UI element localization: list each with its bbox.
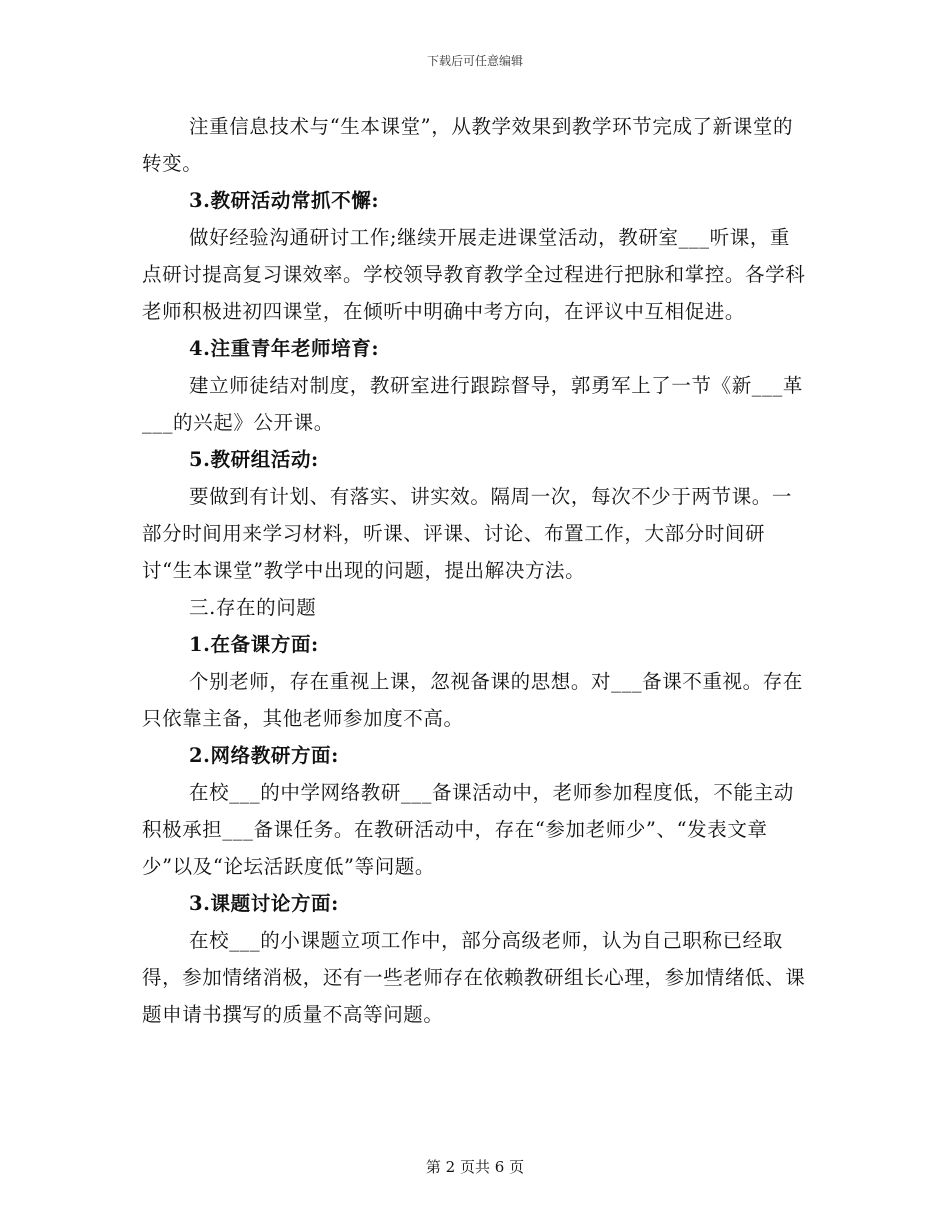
section-title-problems: 三.存在的问题	[189, 596, 317, 619]
heading-young-teachers: 4.注重青年老师培育:	[189, 337, 380, 360]
paragraph-group-activities: 要做到有计划、有落实、讲实效。隔周一次，每次不少于两节课。一部分时间用来学习材料，听课、评课、讨论、布置工作，大部分时间研讨“生本课堂”教学中出现的问题，提出解决方法。	[142, 485, 793, 582]
paragraph-topic-discussion: 在校___的小课题立项工作中，部分高级老师，认为自己职称已经取得，参加情绪消极，还有一些老师存在依赖教研组长心理，参加情绪低、课题申请书撰写的质量不高等问题。	[142, 929, 806, 1026]
paragraph-young-teachers: 建立师徒结对制度，教研室进行跟踪督导，郭勇军上了一节《新___革___的兴起》公开课。	[142, 374, 803, 434]
paragraph-lesson-prep: 个别老师，存在重视上课，忽视备课的思想。对___备课不重视。存在只依靠主备，其他老师参加度不高。	[142, 670, 803, 730]
paragraph-online-research: 在校___的中学网络教研___备课活动中，老师参加程度低，不能主动积极承担___备课任务。在教研活动中，存在“参加老师少”、“发表文章少”以及“论坛活跃度低”等问题。	[142, 781, 794, 878]
paragraph-intro: 注重信息技术与“生本课堂”，从教学效果到教学环节完成了新课堂的转变。	[142, 115, 794, 175]
page-header: 下载后可任意编辑	[426, 54, 523, 68]
heading-lesson-prep: 1.在备课方面:	[189, 633, 319, 656]
heading-topic-discussion: 3.课题讨论方面:	[189, 892, 339, 915]
page-number: 第 2 页共 6 页	[425, 1158, 525, 1176]
heading-online-research: 2.网络教研方面:	[189, 744, 339, 767]
heading-group-activities: 5.教研组活动:	[189, 448, 319, 471]
paragraph-research-activities: 做好经验沟通研讨工作;继续开展走进课堂活动，教研室___听课，重点研讨提高复习课效率。学校领导教育教学全过程进行把脉和掌控。各学科老师积极进初四课堂，在倾听中明确中考方向，在评议中互相促进。	[142, 226, 806, 323]
heading-research-activities: 3.教研活动常抓不懈:	[189, 189, 380, 212]
document-body	[142, 108, 810, 1033]
